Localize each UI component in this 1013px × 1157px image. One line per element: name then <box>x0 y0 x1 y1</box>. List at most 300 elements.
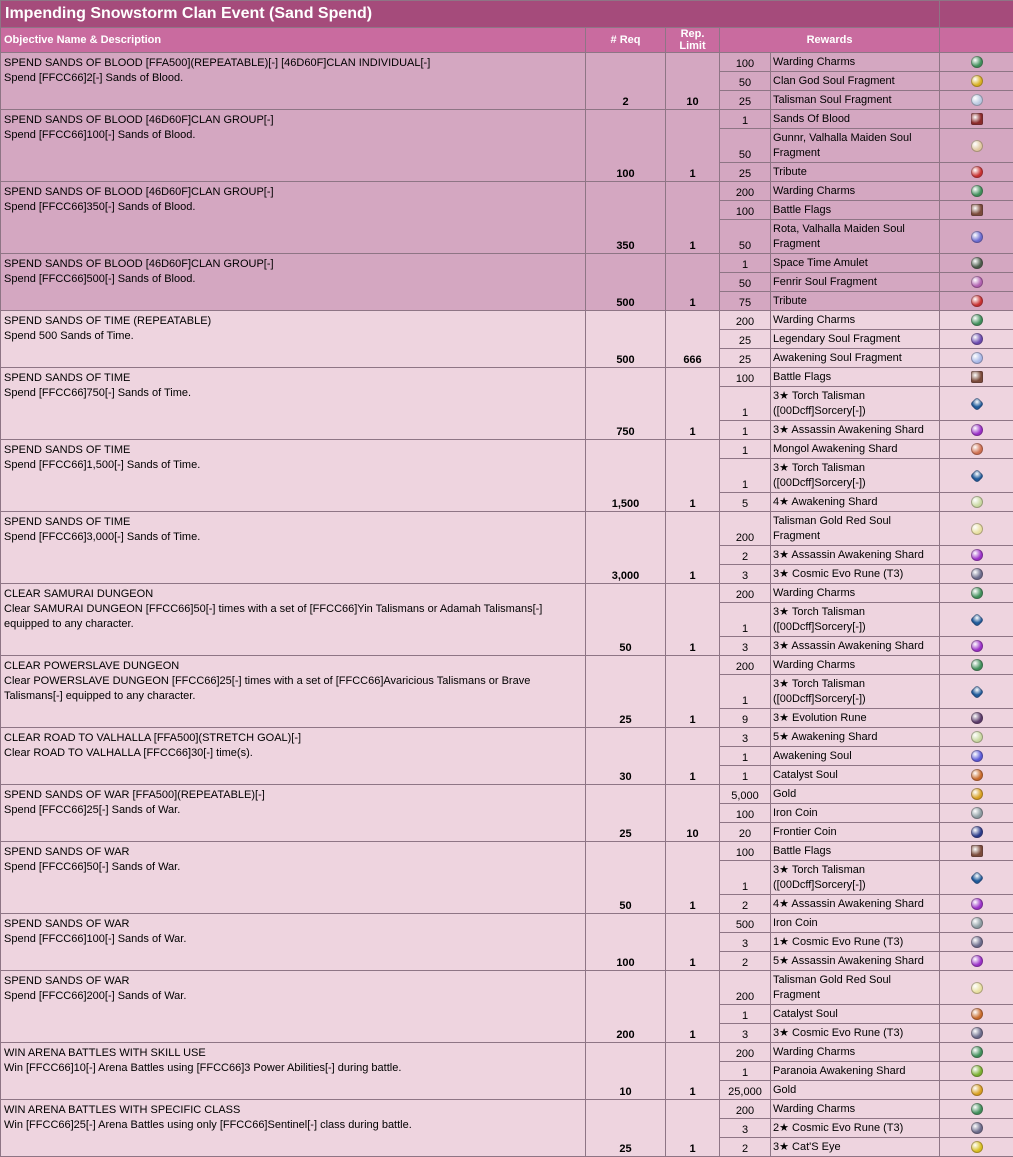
reward-qty: 25 <box>720 91 771 110</box>
reward-icon-cell <box>940 1138 1013 1157</box>
objective-desc: Spend [FFCC66]50[-] Sands of War. <box>4 861 180 873</box>
reward-name: Catalyst Soul <box>771 1005 940 1024</box>
objective-cell <box>1 971 586 1043</box>
reward-name: Frontier Coin <box>771 823 940 842</box>
req-value: 25 <box>586 1100 666 1157</box>
battle-flags-icon <box>971 845 983 857</box>
req-value: 100 <box>586 914 666 971</box>
req-value: 500 <box>586 254 666 311</box>
reward-qty: 50 <box>720 72 771 91</box>
awakening-shard-icon <box>971 496 983 508</box>
reward-qty: 100 <box>720 804 771 823</box>
reward-icon-cell <box>940 656 1013 675</box>
reward-name: Gold <box>771 1081 940 1100</box>
reward-qty: 9 <box>720 709 771 728</box>
reward-qty: 200 <box>720 584 771 603</box>
reward-icon-cell <box>940 603 1013 637</box>
reward-icon-cell <box>940 512 1013 546</box>
cosmic-evo-rune-icon <box>971 936 983 948</box>
table-row <box>1 842 1013 861</box>
req-value: 750 <box>586 368 666 440</box>
paranoia-awakening-shard-icon <box>971 1065 983 1077</box>
reward-name: Paranoia Awakening Shard <box>771 1062 940 1081</box>
reward-name: Awakening Soul <box>771 747 940 766</box>
reward-icon-cell <box>940 110 1013 129</box>
reward-qty: 5 <box>720 493 771 512</box>
limit-value: 10 <box>666 53 720 110</box>
reward-qty: 1 <box>720 861 771 895</box>
reward-name: Space Time Amulet <box>771 254 940 273</box>
objective-name: SPEND SANDS OF WAR <box>4 917 582 932</box>
reward-icon-cell <box>940 1062 1013 1081</box>
reward-icon-cell <box>940 1005 1013 1024</box>
objective-cell <box>1 512 586 584</box>
reward-qty: 1 <box>720 440 771 459</box>
objective-name: CLEAR POWERSLAVE DUNGEON <box>4 659 582 674</box>
reward-name: 5★ Assassin Awakening Shard <box>771 952 940 971</box>
objective-cell <box>1 1100 586 1157</box>
reward-icon-cell <box>940 565 1013 584</box>
limit-value: 1 <box>666 584 720 656</box>
objective-cell <box>1 440 586 512</box>
reward-icon-cell <box>940 330 1013 349</box>
reward-name: 4★ Awakening Shard <box>771 493 940 512</box>
reward-icon-cell <box>940 823 1013 842</box>
reward-qty: 200 <box>720 971 771 1005</box>
reward-qty: 1 <box>720 387 771 421</box>
table-row <box>1 656 1013 675</box>
reward-qty: 2 <box>720 1138 771 1157</box>
limit-value: 666 <box>666 311 720 368</box>
reward-qty: 25 <box>720 330 771 349</box>
limit-value: 1 <box>666 842 720 914</box>
reward-name: 3★ Cosmic Evo Rune (T3) <box>771 565 940 584</box>
mongol-awakening-shard-icon <box>971 443 983 455</box>
reward-qty: 3 <box>720 1119 771 1138</box>
limit-value: 1 <box>666 182 720 254</box>
objective-desc: Spend [FFCC66]25[-] Sands of War. <box>4 804 180 816</box>
limit-value: 1 <box>666 728 720 785</box>
objective-name: SPEND SANDS OF WAR <box>4 845 582 860</box>
reward-icon-cell <box>940 785 1013 804</box>
tribute-icon <box>971 295 983 307</box>
objective-name: SPEND SANDS OF WAR [FFA500](REPEATABLE)[-] <box>4 788 582 803</box>
table-row <box>1 1100 1013 1119</box>
reward-qty: 50 <box>720 273 771 292</box>
reward-name: Warding Charms <box>771 53 940 72</box>
torch-talisman-icon <box>969 685 983 699</box>
reward-icon-cell <box>940 421 1013 440</box>
reward-icon-cell <box>940 971 1013 1005</box>
reward-qty: 500 <box>720 914 771 933</box>
header-req: # Req <box>586 28 666 53</box>
reward-qty: 1 <box>720 675 771 709</box>
objective-cell <box>1 1043 586 1100</box>
reward-name: Clan God Soul Fragment <box>771 72 940 91</box>
reward-qty: 200 <box>720 656 771 675</box>
objective-desc: Win [FFCC66]25[-] Arena Battles using only [FFCC66]Sentinel[-] class during battle. <box>4 1119 412 1131</box>
assassin-awakening-shard-icon <box>971 955 983 967</box>
reward-qty: 1 <box>720 766 771 785</box>
assassin-awakening-shard-icon <box>971 640 983 652</box>
reward-icon-cell <box>940 1100 1013 1119</box>
objective-cell <box>1 728 586 785</box>
objective-name: CLEAR ROAD TO VALHALLA [FFA500](STRETCH GOAL)[-] <box>4 731 582 746</box>
reward-qty: 3 <box>720 1024 771 1043</box>
clan-god-soul-fragment-icon <box>971 75 983 87</box>
objective-desc: Spend [FFCC66]350[-] Sands of Blood. <box>4 201 195 213</box>
objective-desc: Spend [FFCC66]500[-] Sands of Blood. <box>4 273 195 285</box>
reward-icon-cell <box>940 584 1013 603</box>
reward-qty: 1 <box>720 254 771 273</box>
req-value: 30 <box>586 728 666 785</box>
reward-qty: 1 <box>720 747 771 766</box>
objective-name: SPEND SANDS OF WAR <box>4 974 582 989</box>
limit-value: 1 <box>666 914 720 971</box>
table-row <box>1 971 1013 1005</box>
reward-icon-cell <box>940 254 1013 273</box>
reward-name: Warding Charms <box>771 584 940 603</box>
objective-cell <box>1 914 586 971</box>
objective-desc: Spend [FFCC66]2[-] Sands of Blood. <box>4 72 183 84</box>
objective-name: SPEND SANDS OF TIME <box>4 515 582 530</box>
table-row <box>1 182 1013 201</box>
gold-red-soul-fragment-icon <box>971 982 983 994</box>
reward-qty: 25 <box>720 163 771 182</box>
reward-qty: 3 <box>720 933 771 952</box>
objective-cell <box>1 656 586 728</box>
req-value: 10 <box>586 1043 666 1100</box>
warding-charms-icon <box>971 1046 983 1058</box>
awakening-shard-icon <box>971 731 983 743</box>
warding-charms-icon <box>971 314 983 326</box>
reward-qty: 200 <box>720 182 771 201</box>
objective-cell <box>1 53 586 110</box>
reward-name: Gold <box>771 785 940 804</box>
cosmic-evo-rune-icon <box>971 568 983 580</box>
torch-talisman-icon <box>969 613 983 627</box>
objective-name: SPEND SANDS OF BLOOD [46D60F]CLAN GROUP[-] <box>4 185 582 200</box>
objective-name: WIN ARENA BATTLES WITH SKILL USE <box>4 1046 582 1061</box>
reward-name: Catalyst Soul <box>771 766 940 785</box>
torch-talisman-icon <box>969 469 983 483</box>
reward-qty: 200 <box>720 1100 771 1119</box>
objective-name: SPEND SANDS OF BLOOD [FFA500](REPEATABLE)[-] [46D60F]CLAN INDIVIDUAL[-] <box>4 56 582 71</box>
reward-qty: 5,000 <box>720 785 771 804</box>
objective-name: WIN ARENA BATTLES WITH SPECIFIC CLASS <box>4 1103 582 1118</box>
header-rewards: Rewards <box>720 28 940 53</box>
limit-value: 10 <box>666 785 720 842</box>
reward-name: 4★ Assassin Awakening Shard <box>771 895 940 914</box>
reward-name: Iron Coin <box>771 914 940 933</box>
reward-name: 3★ Assassin Awakening Shard <box>771 421 940 440</box>
warding-charms-icon <box>971 185 983 197</box>
objective-desc: Spend [FFCC66]1,500[-] Sands of Time. <box>4 459 200 471</box>
objective-name: SPEND SANDS OF TIME <box>4 443 582 458</box>
reward-qty: 100 <box>720 842 771 861</box>
cosmic-evo-rune-icon <box>971 1122 983 1134</box>
reward-icon-cell <box>940 368 1013 387</box>
req-value: 500 <box>586 311 666 368</box>
req-value: 50 <box>586 842 666 914</box>
reward-icon-cell <box>940 842 1013 861</box>
reward-icon-cell <box>940 311 1013 330</box>
rota-soul-fragment-icon <box>971 231 983 243</box>
space-time-amulet-icon <box>971 257 983 269</box>
objective-name: SPEND SANDS OF BLOOD [46D60F]CLAN GROUP[-] <box>4 257 582 272</box>
objectives-body <box>1 53 1013 1157</box>
reward-icon-cell <box>940 895 1013 914</box>
fenrir-soul-fragment-icon <box>971 276 983 288</box>
limit-value: 1 <box>666 1043 720 1100</box>
page-title: Impending Snowstorm Clan Event (Sand Spend) <box>1 1 940 28</box>
reward-name: 3★ Cosmic Evo Rune (T3) <box>771 1024 940 1043</box>
assassin-awakening-shard-icon <box>971 549 983 561</box>
gold-icon <box>971 1084 983 1096</box>
reward-qty: 1 <box>720 110 771 129</box>
reward-name: Legendary Soul Fragment <box>771 330 940 349</box>
reward-qty: 2 <box>720 546 771 565</box>
reward-name: Warding Charms <box>771 1100 940 1119</box>
objective-desc: Win [FFCC66]10[-] Arena Battles using [FFCC66]3 Power Abilities[-] during battle. <box>4 1062 401 1074</box>
torch-talisman-icon <box>969 871 983 885</box>
reward-icon-cell <box>940 91 1013 110</box>
reward-name: 3★ Assassin Awakening Shard <box>771 637 940 656</box>
table-row <box>1 1043 1013 1062</box>
reward-name: Fenrir Soul Fragment <box>771 273 940 292</box>
objective-cell <box>1 110 586 182</box>
reward-name: Tribute <box>771 163 940 182</box>
reward-icon-cell <box>940 728 1013 747</box>
reward-name: 3★ Torch Talisman ([00Dcff]Sorcery[-]) <box>771 861 940 895</box>
reward-qty: 2 <box>720 895 771 914</box>
objective-name: SPEND SANDS OF TIME <box>4 371 582 386</box>
reward-qty: 1 <box>720 1062 771 1081</box>
catalyst-soul-icon <box>971 1008 983 1020</box>
tribute-icon <box>971 166 983 178</box>
reward-icon-cell <box>940 709 1013 728</box>
battle-flags-icon <box>971 371 983 383</box>
header-objective: Objective Name & Description <box>1 28 586 53</box>
objective-cell <box>1 842 586 914</box>
table-row <box>1 254 1013 273</box>
reward-name: 1★ Cosmic Evo Rune (T3) <box>771 933 940 952</box>
reward-icon-cell <box>940 914 1013 933</box>
reward-icon-cell <box>940 933 1013 952</box>
header-limit: Rep. Limit <box>666 28 720 53</box>
reward-name: Rota, Valhalla Maiden Soul Fragment <box>771 220 940 254</box>
reward-icon-cell <box>940 273 1013 292</box>
reward-icon-cell <box>940 747 1013 766</box>
reward-icon-cell <box>940 1081 1013 1100</box>
objective-desc: Clear POWERSLAVE DUNGEON [FFCC66]25[-] times with a set of [FFCC66]Avaricious Talismans or Brave Talismans[-] equipped to any character. <box>4 675 530 702</box>
header-row <box>1 28 1013 53</box>
reward-name: Talisman Soul Fragment <box>771 91 940 110</box>
table-row <box>1 512 1013 546</box>
reward-qty: 100 <box>720 368 771 387</box>
reward-qty: 2 <box>720 952 771 971</box>
reward-icon-cell <box>940 1119 1013 1138</box>
assassin-awakening-shard-icon <box>971 898 983 910</box>
reward-qty: 50 <box>720 129 771 163</box>
objective-desc: Spend [FFCC66]200[-] Sands of War. <box>4 990 186 1002</box>
reward-icon-cell <box>940 546 1013 565</box>
reward-icon-cell <box>940 349 1013 368</box>
objective-cell <box>1 254 586 311</box>
reward-qty: 3 <box>720 565 771 584</box>
battle-flags-icon <box>971 204 983 216</box>
objective-desc: Clear SAMURAI DUNGEON [FFCC66]50[-] times with a set of [FFCC66]Yin Talismans or Adamah Talismans[-] equipped to any character. <box>4 603 542 630</box>
reward-icon-cell <box>940 182 1013 201</box>
limit-value: 1 <box>666 512 720 584</box>
header-icon <box>940 28 1013 53</box>
limit-value: 1 <box>666 1100 720 1157</box>
req-value: 25 <box>586 656 666 728</box>
reward-qty: 100 <box>720 201 771 220</box>
reward-name: Gunnr, Valhalla Maiden Soul Fragment <box>771 129 940 163</box>
evolution-rune-icon <box>971 712 983 724</box>
reward-qty: 50 <box>720 220 771 254</box>
cosmic-evo-rune-icon <box>971 1027 983 1039</box>
reward-qty: 3 <box>720 728 771 747</box>
reward-qty: 200 <box>720 1043 771 1062</box>
reward-qty: 1 <box>720 1005 771 1024</box>
reward-icon-cell <box>940 675 1013 709</box>
warding-charms-icon <box>971 659 983 671</box>
objective-cell <box>1 785 586 842</box>
reward-name: Mongol Awakening Shard <box>771 440 940 459</box>
reward-name: 3★ Torch Talisman ([00Dcff]Sorcery[-]) <box>771 387 940 421</box>
reward-name: Warding Charms <box>771 311 940 330</box>
reward-icon-cell <box>940 804 1013 823</box>
objective-desc: Spend [FFCC66]750[-] Sands of Time. <box>4 387 191 399</box>
req-value: 50 <box>586 584 666 656</box>
reward-name: 3★ Torch Talisman ([00Dcff]Sorcery[-]) <box>771 459 940 493</box>
warding-charms-icon <box>971 1103 983 1115</box>
table-row <box>1 584 1013 603</box>
reward-icon-cell <box>940 201 1013 220</box>
reward-name: Tribute <box>771 292 940 311</box>
reward-icon-cell <box>940 387 1013 421</box>
objective-desc: Spend [FFCC66]3,000[-] Sands of Time. <box>4 531 200 543</box>
title-row <box>1 1 1013 28</box>
title-spacer <box>940 1 1013 28</box>
reward-icon-cell <box>940 220 1013 254</box>
gunnr-soul-fragment-icon <box>971 140 983 152</box>
table-row <box>1 110 1013 129</box>
cats-eye-icon <box>971 1141 983 1153</box>
limit-value: 1 <box>666 440 720 512</box>
torch-talisman-icon <box>969 397 983 411</box>
reward-qty: 20 <box>720 823 771 842</box>
assassin-awakening-shard-icon <box>971 424 983 436</box>
objective-cell <box>1 584 586 656</box>
reward-qty: 75 <box>720 292 771 311</box>
req-value: 1,500 <box>586 440 666 512</box>
reward-qty: 3 <box>720 637 771 656</box>
objective-cell <box>1 368 586 440</box>
reward-icon-cell <box>940 952 1013 971</box>
catalyst-soul-icon <box>971 769 983 781</box>
reward-name: Battle Flags <box>771 201 940 220</box>
reward-icon-cell <box>940 163 1013 182</box>
reward-icon-cell <box>940 1043 1013 1062</box>
req-value: 25 <box>586 785 666 842</box>
objective-name: SPEND SANDS OF BLOOD [46D60F]CLAN GROUP[-] <box>4 113 582 128</box>
iron-coin-icon <box>971 917 983 929</box>
limit-value: 1 <box>666 656 720 728</box>
reward-name: Iron Coin <box>771 804 940 823</box>
objective-cell <box>1 182 586 254</box>
reward-name: Awakening Soul Fragment <box>771 349 940 368</box>
warding-charms-icon <box>971 587 983 599</box>
reward-icon-cell <box>940 1024 1013 1043</box>
table-row <box>1 53 1013 72</box>
reward-icon-cell <box>940 493 1013 512</box>
talisman-soul-fragment-icon <box>971 94 983 106</box>
reward-name: Sands Of Blood <box>771 110 940 129</box>
reward-name: 3★ Cat'S Eye <box>771 1138 940 1157</box>
reward-name: 3★ Evolution Rune <box>771 709 940 728</box>
table-row <box>1 728 1013 747</box>
gold-red-soul-fragment-icon <box>971 523 983 535</box>
objective-desc: Spend [FFCC66]100[-] Sands of Blood. <box>4 129 195 141</box>
reward-qty: 25 <box>720 349 771 368</box>
reward-name: 2★ Cosmic Evo Rune (T3) <box>771 1119 940 1138</box>
reward-icon-cell <box>940 637 1013 656</box>
reward-name: Warding Charms <box>771 656 940 675</box>
limit-value: 1 <box>666 254 720 311</box>
reward-icon-cell <box>940 72 1013 91</box>
req-value: 100 <box>586 110 666 182</box>
awakening-soul-icon <box>971 750 983 762</box>
table-row <box>1 368 1013 387</box>
reward-name: 3★ Torch Talisman ([00Dcff]Sorcery[-]) <box>771 675 940 709</box>
reward-qty: 200 <box>720 311 771 330</box>
reward-qty: 1 <box>720 603 771 637</box>
req-value: 2 <box>586 53 666 110</box>
legendary-soul-fragment-icon <box>971 333 983 345</box>
req-value: 3,000 <box>586 512 666 584</box>
reward-icon-cell <box>940 292 1013 311</box>
reward-name: Battle Flags <box>771 368 940 387</box>
req-value: 200 <box>586 971 666 1043</box>
gold-icon <box>971 788 983 800</box>
reward-qty: 25,000 <box>720 1081 771 1100</box>
objective-cell <box>1 311 586 368</box>
reward-qty: 100 <box>720 53 771 72</box>
table-row <box>1 914 1013 933</box>
reward-name: Talisman Gold Red Soul Fragment <box>771 512 940 546</box>
table-row <box>1 785 1013 804</box>
reward-icon-cell <box>940 53 1013 72</box>
reward-name: Warding Charms <box>771 1043 940 1062</box>
objective-name: CLEAR SAMURAI DUNGEON <box>4 587 582 602</box>
reward-name: Warding Charms <box>771 182 940 201</box>
reward-icon-cell <box>940 861 1013 895</box>
warding-charms-icon <box>971 56 983 68</box>
reward-qty: 1 <box>720 459 771 493</box>
reward-icon-cell <box>940 459 1013 493</box>
table-row <box>1 440 1013 459</box>
objective-desc: Spend [FFCC66]100[-] Sands of War. <box>4 933 186 945</box>
objective-desc: Clear ROAD TO VALHALLA [FFCC66]30[-] time(s). <box>4 747 253 759</box>
limit-value: 1 <box>666 368 720 440</box>
reward-qty: 1 <box>720 421 771 440</box>
reward-name: 3★ Torch Talisman ([00Dcff]Sorcery[-]) <box>771 603 940 637</box>
awakening-soul-fragment-icon <box>971 352 983 364</box>
table-row <box>1 311 1013 330</box>
